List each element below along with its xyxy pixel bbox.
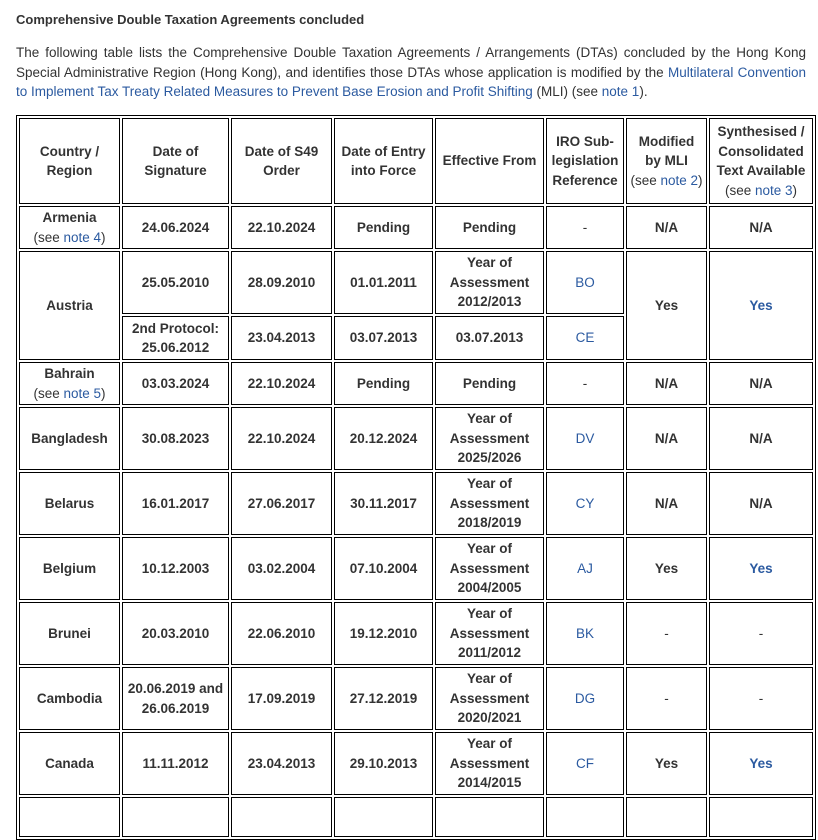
iro-link-dv[interactable]: DV [575, 430, 595, 446]
mli-cell: Yes [626, 732, 707, 795]
header-entry: Date of Entry into Force [334, 118, 433, 204]
effective-cell: Pending [435, 362, 544, 405]
table-row-brunei [19, 602, 813, 665]
table-row-belgium [19, 537, 813, 600]
signature-cell: 03.03.2024 [122, 362, 229, 405]
entry-cell: 20.12.2024 [334, 407, 433, 470]
mli-link[interactable]: Multilateral Convention to Implement Tax Treaty Related Measures to Prevent Base Erosion and Profit Shifting [16, 64, 806, 99]
signature-cell: 20.03.2010 [122, 602, 229, 665]
entry-cell: 07.10.2004 [334, 537, 433, 600]
iro-link-cy[interactable]: CY [575, 495, 595, 511]
s49-cell: 23.04.2013 [231, 732, 332, 795]
empty-cell [709, 797, 813, 837]
s49-cell: 22.10.2024 [231, 206, 332, 249]
s49-cell: 22.10.2024 [231, 407, 332, 470]
header-row [19, 118, 813, 204]
country-name: Armenia [42, 210, 97, 225]
iro-link-ce[interactable]: CE [575, 330, 595, 346]
country-cell: Austria [19, 251, 120, 360]
note-1-link[interactable]: note 1 [601, 84, 640, 99]
header-synth [709, 118, 813, 204]
country-cell: Cambodia [19, 667, 120, 730]
effective-cell: Year of Assessment 2004/2005 [435, 537, 544, 600]
s49-cell: 22.10.2024 [231, 362, 332, 405]
iro-cell [546, 316, 624, 360]
synth-link-austria[interactable]: Yes [749, 297, 773, 313]
country-cell [19, 206, 120, 249]
iro-cell [546, 537, 624, 600]
s49-cell: 27.06.2017 [231, 472, 332, 535]
header-synth-label: Synthesised / Consolidated Text Available [716, 124, 806, 178]
iro-link-aj[interactable]: AJ [577, 560, 593, 576]
table-row-bangladesh [19, 407, 813, 470]
empty-cell [231, 797, 332, 837]
country-note-prefix: (see [33, 229, 64, 245]
mli-cell: Yes [626, 537, 707, 600]
country-name: Bahrain [44, 366, 95, 381]
mli-cell: - [626, 667, 707, 730]
s49-cell: 28.09.2010 [231, 251, 332, 314]
iro-link-bo[interactable]: BO [575, 274, 595, 290]
effective-cell: Year of Assessment 2025/2026 [435, 407, 544, 470]
entry-cell: Pending [334, 206, 433, 249]
note-2-link[interactable]: note 2 [660, 172, 699, 188]
s49-cell: 22.06.2010 [231, 602, 332, 665]
synth-cell: - [709, 667, 813, 730]
signature-cell: 10.12.2003 [122, 537, 229, 600]
country-cell: Bangladesh [19, 407, 120, 470]
header-country: Country / Region [19, 118, 120, 204]
table-row-austria [19, 251, 813, 314]
table-row-belarus [19, 472, 813, 535]
effective-cell: Pending [435, 206, 544, 249]
entry-cell: 30.11.2017 [334, 472, 433, 535]
country-cell: Canada [19, 732, 120, 795]
s49-cell: 23.04.2013 [231, 316, 332, 360]
s49-cell: 17.09.2019 [231, 667, 332, 730]
effective-cell: Year of Assessment 2014/2015 [435, 732, 544, 795]
iro-cell: - [546, 362, 624, 405]
empty-cell [435, 797, 544, 837]
entry-cell: Pending [334, 362, 433, 405]
synth-cell [709, 732, 813, 795]
signature-cell: 20.06.2019 and 26.06.2019 [122, 667, 229, 730]
intro-text-middle: (MLI) (see [532, 84, 602, 99]
country-note-prefix: (see [33, 385, 64, 401]
signature-cell: 11.11.2012 [122, 732, 229, 795]
signature-cell: 25.05.2010 [122, 251, 229, 314]
effective-cell: Year of Assessment 2020/2021 [435, 667, 544, 730]
header-s49: Date of S49 Order [231, 118, 332, 204]
synth-cell: N/A [709, 407, 813, 470]
mli-cell: N/A [626, 472, 707, 535]
effective-cell: Year of Assessment 2018/2019 [435, 472, 544, 535]
note-4-link[interactable]: note 4 [63, 229, 102, 245]
synth-link-canada[interactable]: Yes [749, 755, 773, 771]
mli-cell: N/A [626, 206, 707, 249]
synth-link-belgium[interactable]: Yes [749, 560, 773, 576]
table-row-bahrain [19, 362, 813, 405]
entry-cell: 29.10.2013 [334, 732, 433, 795]
header-mli-label: Modified by MLI [638, 133, 695, 169]
table-row-cambodia [19, 667, 813, 730]
iro-cell [546, 732, 624, 795]
entry-cell: 01.01.2011 [334, 251, 433, 314]
header-synth-note-prefix: (see [724, 182, 755, 198]
signature-cell: 24.06.2024 [122, 206, 229, 249]
iro-cell [546, 667, 624, 730]
table-row-partial [19, 797, 813, 837]
header-mli-note-prefix: (see [630, 172, 661, 188]
mli-cell: - [626, 602, 707, 665]
header-effective: Effective From [435, 118, 544, 204]
empty-cell [334, 797, 433, 837]
empty-cell [122, 797, 229, 837]
synth-cell: - [709, 602, 813, 665]
iro-link-cf[interactable]: CF [576, 755, 594, 771]
iro-cell: - [546, 206, 624, 249]
country-note-suffix: ) [101, 229, 106, 245]
iro-cell [546, 407, 624, 470]
country-cell: Belarus [19, 472, 120, 535]
synth-cell: N/A [709, 206, 813, 249]
intro-paragraph [16, 43, 806, 102]
iro-cell [546, 472, 624, 535]
synth-cell: N/A [709, 362, 813, 405]
table-row-armenia [19, 206, 813, 249]
entry-cell: 03.07.2013 [334, 316, 433, 360]
iro-cell [546, 602, 624, 665]
header-synth-note-suffix: ) [792, 182, 798, 198]
s49-cell: 03.02.2004 [231, 537, 332, 600]
empty-cell [546, 797, 624, 837]
entry-cell: 27.12.2019 [334, 667, 433, 730]
synth-cell [709, 251, 813, 360]
iro-link-dg[interactable]: DG [574, 690, 596, 706]
country-note-suffix: ) [101, 385, 106, 401]
country-cell: Brunei [19, 602, 120, 665]
empty-cell [19, 797, 120, 837]
country-cell [19, 362, 120, 405]
synth-cell [709, 537, 813, 600]
page-title: Comprehensive Double Taxation Agreements concluded [16, 12, 365, 27]
intro-text-before: The following table lists the Comprehensive Double Taxation Agreements / Arrangements (DTAs) concluded by the Hong Kong Special Administrative Region (Hong Kong), and identifies those DTAs whose application is modified by the [16, 45, 806, 80]
intro-text-after: ). [639, 84, 648, 99]
entry-cell: 19.12.2010 [334, 602, 433, 665]
note-5-link[interactable]: note 5 [63, 385, 102, 401]
mli-cell: N/A [626, 362, 707, 405]
synth-cell: N/A [709, 472, 813, 535]
effective-cell: Year of Assessment 2012/2013 [435, 251, 544, 314]
note-3-link[interactable]: note 3 [754, 182, 793, 198]
effective-cell: Year of Assessment 2011/2012 [435, 602, 544, 665]
header-iro: IRO Sub-legislation Reference [546, 118, 624, 204]
iro-cell [546, 251, 624, 314]
signature-cell: 16.01.2017 [122, 472, 229, 535]
table-row-canada [19, 732, 813, 795]
iro-link-bk[interactable]: BK [575, 625, 594, 641]
header-signature: Date of Signature [122, 118, 229, 204]
signature-cell: 30.08.2023 [122, 407, 229, 470]
effective-cell: 03.07.2013 [435, 316, 544, 360]
signature-cell: 2nd Protocol: 25.06.2012 [122, 316, 229, 360]
mli-cell: N/A [626, 407, 707, 470]
mli-cell: Yes [626, 251, 707, 360]
header-mli-note-suffix: ) [698, 172, 703, 188]
dta-table [16, 115, 816, 840]
header-mli [626, 118, 707, 204]
country-cell: Belgium [19, 537, 120, 600]
empty-cell [626, 797, 707, 837]
